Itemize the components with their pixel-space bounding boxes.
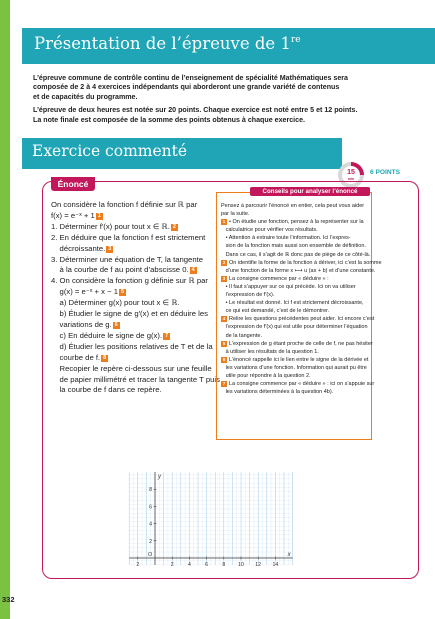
points-label: 6 POINTS	[370, 169, 401, 176]
enonce-line: f(x) = e⁻ˣ + 1 1	[51, 210, 101, 220]
conseils-tab: Conseils pour analyser l’énoncé	[250, 187, 370, 196]
enonce-line: g(x) = e⁻ˣ + x − 1 5	[51, 287, 125, 297]
x-tick-label: 2	[136, 562, 140, 568]
conseil-line: 5 L’expression de g étant proche de celle de f, ne pas hésiter	[222, 340, 373, 347]
conseil-line: à utiliser les résultats de la question 1.	[221, 348, 319, 355]
enonce-line: variations de g. 6	[51, 319, 118, 329]
conseil-line: • Attention à extraire toute l’information. Ici l’expres-	[221, 235, 351, 242]
x-axis-label: x	[287, 552, 291, 558]
callout-number-badge: 4	[222, 316, 226, 322]
conseil-line: 2 On identifie la forme de la fonction à dériver, ici c’est la somme	[222, 259, 382, 266]
conseil-line: l’expression de f′(x) qui est utile pour déterminer l’équation	[221, 324, 368, 331]
intro-paragraph-2: L’épreuve de deux heures est notée sur 20 points. Chaque exercice est noté entre 5 et 12 points. La note finale est composée de la somme des points obtenus à chaque exercice.	[33, 106, 358, 124]
enonce-text	[51, 200, 220, 396]
exercise-banner	[22, 138, 342, 169]
callout-number-badge: 2	[222, 259, 226, 265]
enonce-line: décroissante. 3	[51, 243, 112, 253]
callout-number-badge: 1	[222, 219, 226, 225]
conseil-line: de la tangente.	[221, 332, 262, 339]
enonce-tab: Énoncé	[51, 177, 95, 191]
exercise-title: Exercice commenté	[32, 142, 188, 160]
conseil-line: ce qui est demandé, c’est de le démontrer.	[221, 308, 330, 315]
page-number: 332	[2, 595, 15, 604]
y-tick-label: 4	[149, 521, 152, 528]
conseil-line: calculatrice pour vérifier vos résultats.	[221, 227, 318, 234]
left-color-bar	[0, 0, 10, 619]
enonce-line: d) Étudier les positions relatives de T et de la	[51, 341, 213, 351]
conseil-line: Dans ce cas, il s’agit de ℝ donc pas de piège de ce côté-là.	[221, 251, 371, 258]
conseil-line: Pensez à parcourir l’énoncé en entier, cela peut vous aider	[221, 203, 365, 209]
enonce-line: à la courbe de f au point d’abscisse 0. 4	[51, 265, 195, 275]
y-axis-label: y	[158, 474, 161, 480]
x-tick-label: 4	[187, 562, 191, 568]
enonce-line: courbe de f. 8	[51, 352, 107, 362]
x-tick-label: 14	[272, 562, 279, 568]
callout-number-badge: 1	[97, 212, 101, 219]
timer-number: 15	[347, 169, 355, 176]
coordinate-grid	[117, 438, 307, 568]
conseil-line: 1 • On étudie une fonction, pensez à la représenter sur la	[222, 219, 364, 226]
section-banner	[22, 28, 435, 64]
x-tick-label: 2	[170, 562, 174, 568]
conseil-line: 4 Relire les questions précédentes peut aider. Ici encore c’est	[222, 316, 375, 323]
x-tick-label: 12	[255, 562, 262, 568]
enonce-line: 2. En déduire que la fonction f est strictement	[51, 232, 206, 242]
origin-label: O	[148, 552, 153, 558]
enonce-line: a) Déterminer g(x) pour tout x ∈ ℝ.	[51, 298, 180, 308]
conseil-line: utile pour répondre à la question 2.	[221, 372, 311, 379]
timer-unit: min	[347, 177, 355, 181]
banner-title: Présentation de l’épreuve de 1re	[34, 34, 301, 53]
conseil-line: 3 La consigne commence par « déduire » :	[222, 275, 329, 282]
callout-number-badge: 5	[121, 289, 125, 296]
callout-number-badge: 3	[222, 275, 226, 281]
conseil-line: les variations d’une fonction. Information qui aurait pu être	[221, 364, 367, 371]
y-tick-label: 8	[149, 487, 152, 494]
x-tick-label: 10	[238, 562, 244, 568]
enonce-line: 1. Déterminer f′(x) pour tout x ∈ ℝ. 2	[51, 221, 176, 231]
enonce-line: On considère la fonction f définie sur ℝ par	[51, 200, 198, 209]
conseil-line: l’expression de f′(x).	[221, 292, 275, 299]
enonce-line: de papier millimétré et tracer la tangente T puis	[51, 374, 220, 384]
intro-paragraph-1: L’épreuve commune de contrôle continu de l’enseignement de spécialité Mathématiques sera composée de 2 à 4 exercices indépendants qui aborderont une grande variété de contenus et de capacités du programme.	[33, 74, 348, 101]
callout-number-badge: 7	[222, 381, 226, 387]
enonce-line: la courbe de f dans ce repère.	[51, 385, 162, 395]
enonce-line: Recopier le repère ci-dessous sur une feuille	[51, 363, 212, 373]
callout-number-badge: 6	[114, 321, 118, 328]
callout-number-badge: 6	[222, 356, 226, 362]
conseil-line: sion de la fonction mais aussi son ensemble de définition.	[221, 243, 366, 250]
enonce-line: 3. Déterminer une équation de T, la tangente	[51, 254, 204, 264]
conseil-line: • Le résultat est donné. Ici f est strictement décroissante,	[221, 300, 364, 307]
callout-number-badge: 2	[172, 223, 176, 230]
conseil-line: 6 L’énoncé rappelle ici le lien entre le signe de la dérivée et	[222, 356, 369, 363]
enonce-line: b) Étudier le signe de g′(x) et en déduire les	[51, 309, 208, 319]
conseils-text	[221, 202, 382, 396]
callout-number-badge: 7	[165, 332, 169, 339]
callout-number-badge: 5	[222, 340, 226, 346]
callout-number-badge: 8	[103, 354, 107, 361]
y-tick-label: 2	[149, 538, 152, 545]
y-tick-label: 6	[149, 504, 152, 511]
conseil-line: par la suite.	[221, 211, 250, 218]
conseil-line: d’une fonction de la forme x ⟼ u (ax + b) et d’une constante.	[221, 267, 376, 274]
callout-number-badge: 3	[108, 245, 112, 252]
enonce-line: c) En déduire le signe de g(x). 7	[51, 330, 169, 340]
enonce-line: 4. On considère la fonction g définie sur ℝ par	[51, 276, 208, 286]
conseil-line: • Il faut s’appuyer sur ce qui précède. Ici on va utiliser	[221, 283, 356, 290]
x-tick-label: 8	[222, 562, 226, 568]
conseil-line: les variations déterminées à la question 4b).	[221, 389, 334, 396]
x-tick-label: 6	[205, 562, 209, 568]
intro-text	[33, 74, 403, 129]
conseil-line: 7 La consigne commence par « déduire » : ici on s’appuie sur	[222, 381, 375, 388]
callout-number-badge: 4	[191, 267, 195, 274]
